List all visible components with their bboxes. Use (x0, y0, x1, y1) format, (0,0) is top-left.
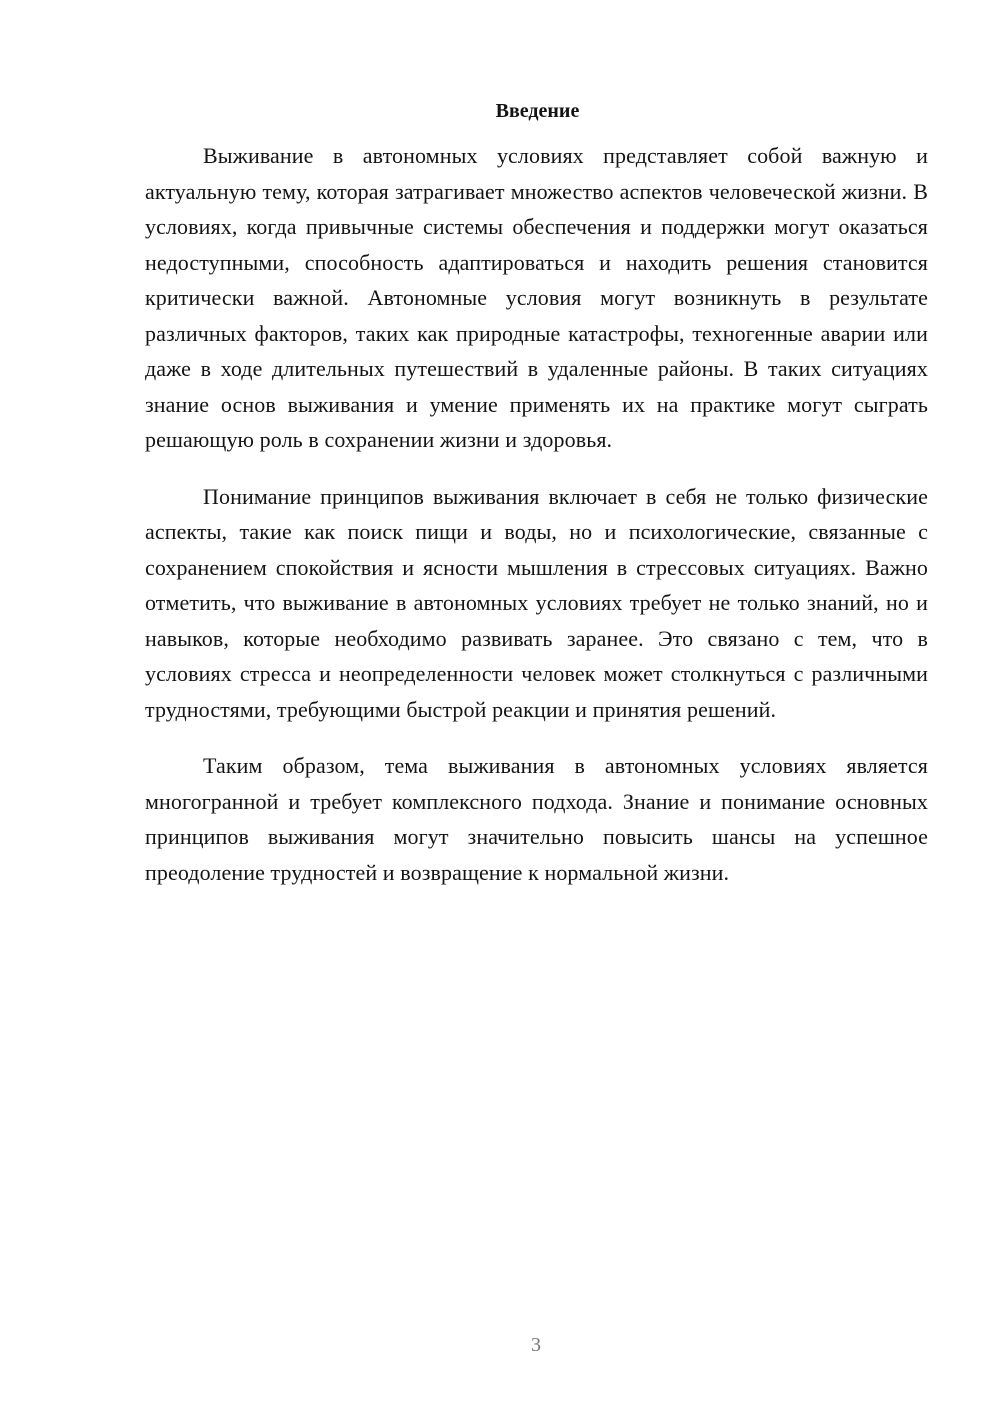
paragraph-1: Выживание в автономных условиях представляет собой важную и актуальную тему, которая затрагивает множество аспектов человеческой жизни. В условиях, когда привычные системы обеспечения и поддержки могут оказаться недоступными, способность адаптироваться и находить решения становится критически важной. Автономные условия могут возникнуть в результате различных факторов, таких как природные катастрофы, техногенные аварии или даже в ходе длительных путешествий в удаленные районы. В таких ситуациях знание основ выживания и умение применять их на практике могут сыграть решающую роль в сохранении жизни и здоровья. (145, 143, 928, 452)
page-number: 3 (531, 1334, 541, 1356)
page-content (145, 98, 928, 911)
section-title: Введение (495, 100, 580, 122)
paragraph-3: Таким образом, тема выживания в автономных условиях является многогранной и требует комплексного подхода. Знание и понимание основных принципов выживания могут значительно повысить шансы на успешное преодоление трудностей и возвращение к нормальной жизни. (145, 753, 928, 885)
paragraph-2: Понимание принципов выживания включает в себя не только физические аспекты, такие как поиск пищи и воды, но и психологические, связанные с сохранением спокойствия и ясности мышления в стрессовых ситуациях. Важно отметить, что выживание в автономных условиях требует не только знаний, но и навыков, которые необходимо развивать заранее. Это связано с тем, что в условиях стресса и неопределенности человек может столкнуться с различными трудностями, требующими быстрой реакции и принятия решений. (145, 483, 928, 722)
